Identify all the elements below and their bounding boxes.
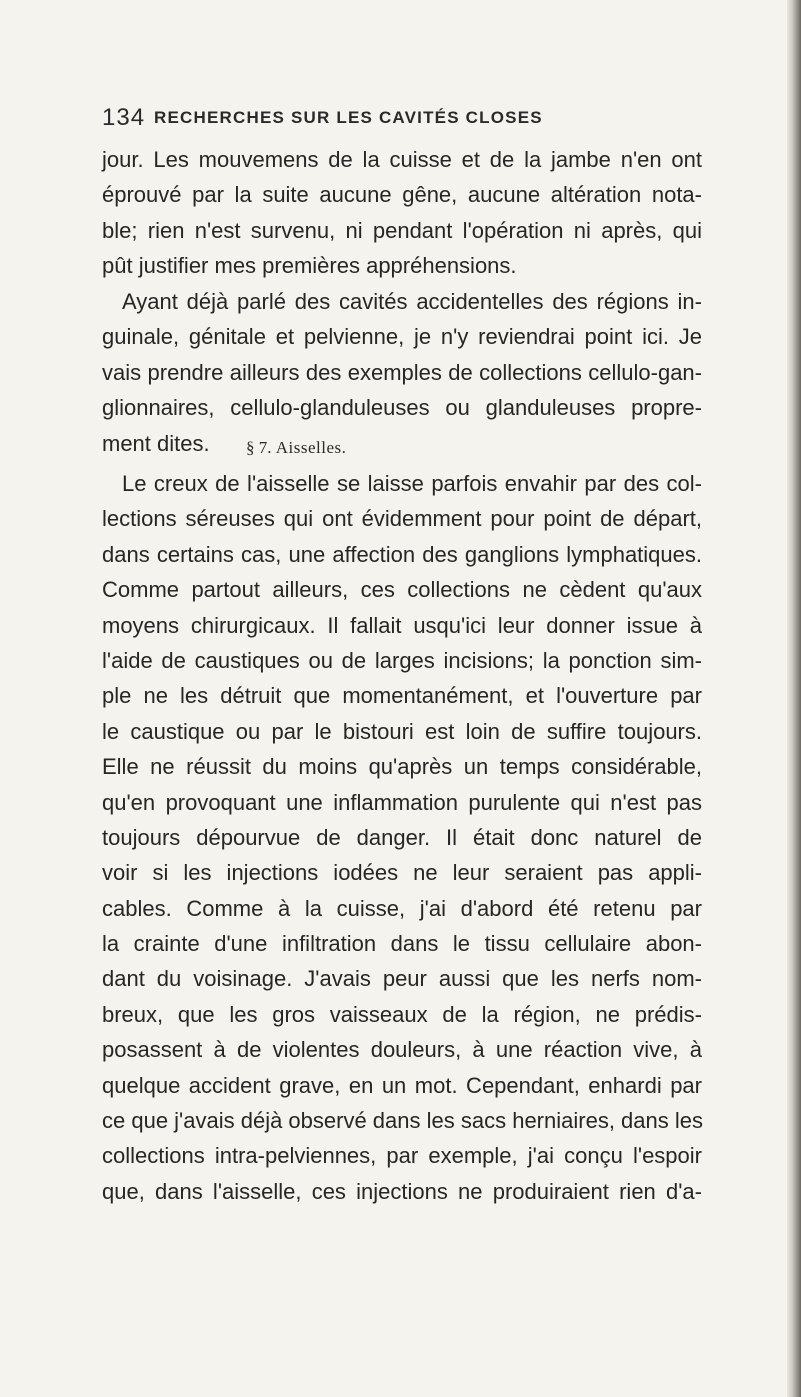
paragraph-continued (102, 142, 702, 284)
text-line: moyens chirurgicaux. Il fallait usqu'ici leur donner issue à (102, 612, 702, 638)
text-line: le caustique ou par le bistouri est loin de suffire toujours. (102, 718, 702, 744)
text-line: éprouvé par la suite aucune gêne, aucune altération nota- (102, 182, 702, 208)
text-line: Elle ne réussit du moins qu'après un temps considérable, (102, 754, 702, 780)
paragraph-aisselles (102, 466, 702, 1209)
text-line: qu'en provoquant une inflammation purulente qui n'est pas (102, 789, 702, 815)
text-line: jour. Les mouvemens de la cuisse et de la jambe n'en ont (102, 147, 702, 172)
text-line: quelque accident grave, en un mot. Cependant, enhardi par (102, 1072, 702, 1098)
page-edge-shadow (787, 0, 801, 1397)
text-line: Le creux de l'aisselle se laisse parfois envahir par des col- (122, 471, 702, 496)
text-line: Comme partout ailleurs, ces collections ne cèdent qu'aux (102, 577, 702, 603)
text-line: ment dites. (102, 430, 210, 456)
page-number: 134 (102, 104, 146, 131)
text-line: voir si les injections iodées ne leur seraient pas appli- (102, 860, 702, 886)
text-line: breux, que les gros vaisseaux de la région, ne prédis- (102, 1001, 702, 1027)
text-line: posassent à de violentes douleurs, à une réaction vive, à (102, 1037, 702, 1063)
text-line: ble; rien n'est survenu, ni pendant l'opération ni après, qui (102, 217, 702, 243)
section-title: Aisselles. (275, 438, 347, 457)
text-line: que, dans l'aisselle, ces injections ne produiraient rien d'a- (102, 1178, 702, 1204)
text-line: ce que j'avais déjà observé dans les sacs herniaires, dans les (102, 1108, 703, 1134)
text-line: dant du voisinage. J'avais peur aussi que les nerfs nom- (102, 966, 702, 992)
text-line: collections intra-pelviennes, par exemple, j'ai conçu l'espoir (102, 1143, 702, 1169)
text-line: Ayant déjà parlé des cavités accidentelles des régions in- (122, 289, 702, 314)
text-line: la crainte d'une infiltration dans le tissu cellulaire abon- (102, 931, 702, 957)
section-heading (246, 438, 346, 458)
text-line: pût justifier mes premières appréhensions. (102, 253, 517, 279)
text-line: vais prendre ailleurs des exemples de collections cellulo-gan- (102, 359, 702, 385)
page-header (102, 104, 692, 136)
running-title: RECHERCHES SUR LES CAVITÉS CLOSES (154, 108, 543, 127)
text-line: glionnaires, cellulo-glanduleuses ou glanduleuses propre- (102, 395, 702, 421)
text-line: lections séreuses qui ont évidemment pour point de départ, (102, 506, 702, 532)
text-line: l'aide de caustiques ou de larges incisions; la ponction sim- (102, 647, 702, 673)
text-line: toujours dépourvue de danger. Il était donc naturel de (102, 824, 702, 850)
section-number: § 7. (246, 438, 272, 457)
text-line: ple ne les détruit que momentanément, et l'ouverture par (102, 683, 702, 709)
text-line: dans certains cas, une affection des ganglions lymphatiques. (102, 541, 702, 567)
text-line: cables. Comme à la cuisse, j'ai d'abord été retenu par (102, 895, 702, 921)
paragraph-cavites (102, 284, 702, 461)
text-line: guinale, génitale et pelvienne, je n'y reviendrai point ici. Je (102, 324, 702, 350)
